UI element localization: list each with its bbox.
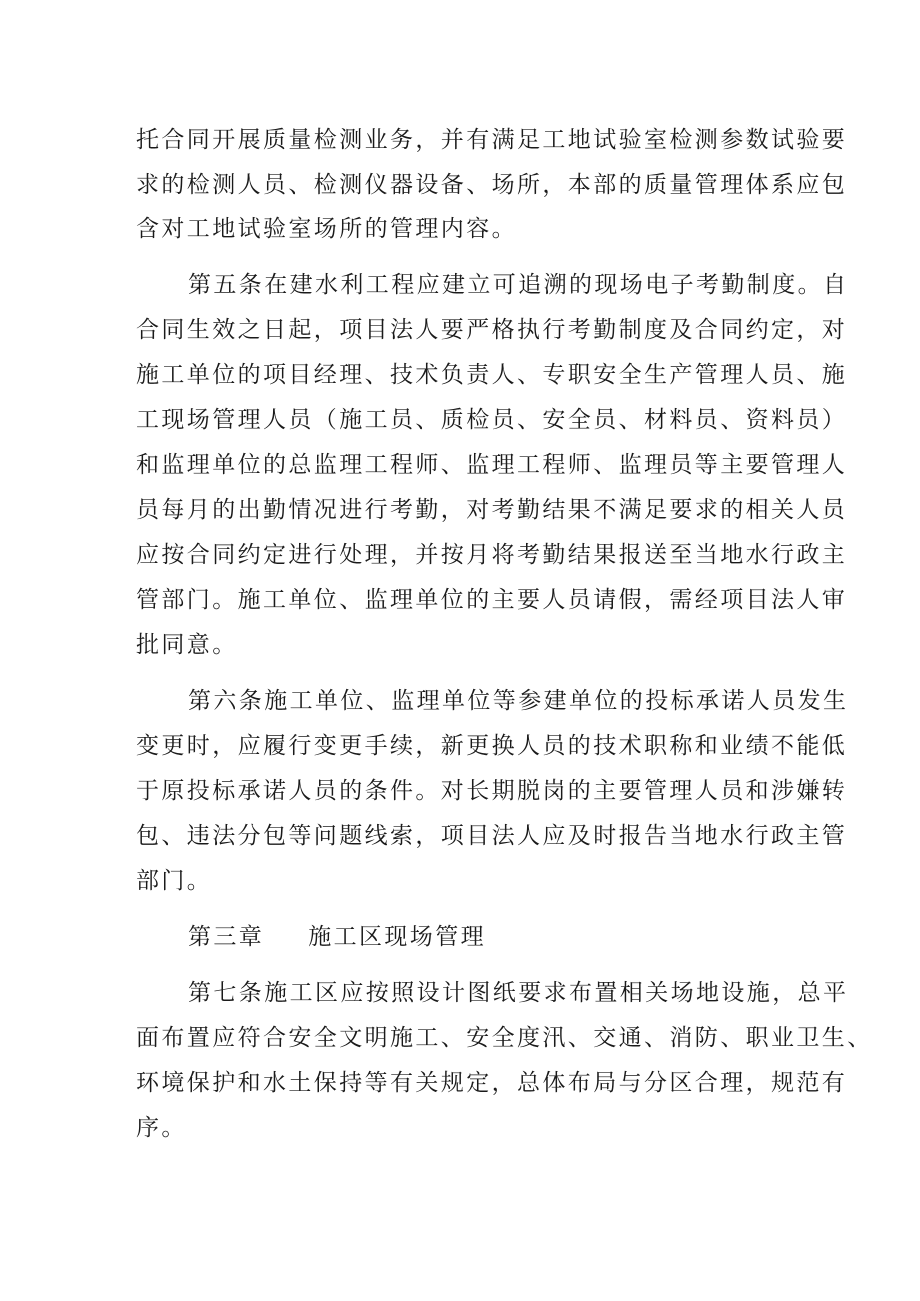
text-line: 施工单位的项目经理、技术负责人、专职安全生产管理人员、施 xyxy=(136,362,848,388)
text-line: 应按合同约定进行处理，并按月将考勤结果报送至当地水行政主 xyxy=(136,542,848,568)
chapter-number: 第三章 xyxy=(188,924,265,950)
text-line: 序。 xyxy=(136,1115,187,1141)
text-line: 托合同开展质量检测业务，并有满足工地试验室检测参数试验要 xyxy=(136,127,848,153)
text-line: 和监理单位的总监理工程师、监理工程师、监理员等主要管理人 xyxy=(136,452,848,478)
text-line: 合同生效之日起，项目法人要严格执行考勤制度及合同约定，对 xyxy=(136,317,848,343)
text-line: 管部门。施工单位、监理单位的主要人员请假，需经项目法人审 xyxy=(136,587,848,613)
chapter-heading xyxy=(188,922,868,952)
text-line: 环境保护和水土保持等有关规定，总体布局与分区合理，规范有 xyxy=(136,1070,848,1096)
text-line: 求的检测人员、检测仪器设备、场所，本部的质量管理体系应包 xyxy=(136,172,848,198)
text-line: 批同意。 xyxy=(136,632,238,658)
text-line: 包、违法分包等问题线索，项目法人应及时报告当地水行政主管 xyxy=(136,823,848,849)
text-line: 含对工地试验室场所的管理内容。 xyxy=(136,216,517,242)
text-line: 员每月的出勤情况进行考勤，对考勤结果不满足要求的相关人员 xyxy=(136,497,848,523)
text-line: 第六条施工单位、监理单位等参建单位的投标承诺人员发生 xyxy=(188,688,849,714)
text-line: 变更时，应履行变更手续，新更换人员的技术职称和业绩不能低 xyxy=(136,733,848,759)
chapter-title: 施工区现场管理 xyxy=(308,924,487,950)
text-line: 于原投标承诺人员的条件。对长期脱岗的主要管理人员和涉嫌转 xyxy=(136,778,848,804)
text-line: 工现场管理人员（施工员、质检员、安全员、材料员、资料员） xyxy=(136,407,848,433)
text-line: 面布置应符合安全文明施工、安全度汛、交通、消防、职业卫生、 xyxy=(136,1025,873,1051)
text-line: 部门。 xyxy=(136,868,213,894)
text-line: 第五条在建水利工程应建立可追溯的现场电子考勤制度。自 xyxy=(188,272,849,298)
text-line: 第七条施工区应按照设计图纸要求布置相关场地设施，总平 xyxy=(188,980,849,1006)
